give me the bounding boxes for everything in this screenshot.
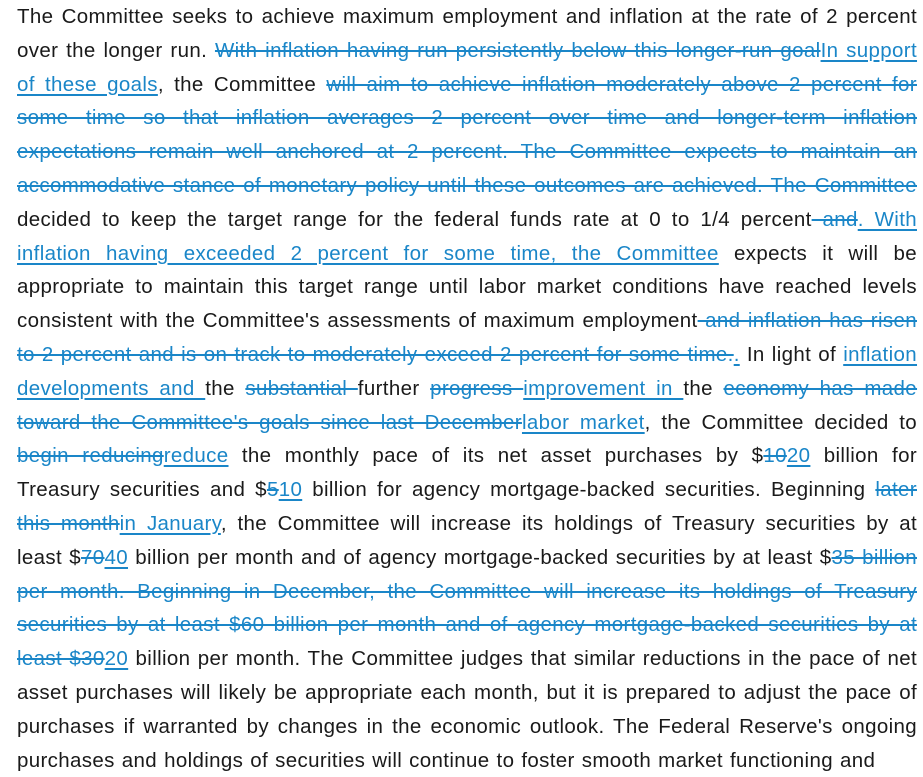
body-text: further xyxy=(357,376,431,400)
deleted-text: economy has made toward the Committee's goals since last December xyxy=(17,376,918,434)
deleted-text: and inflation has risen to 2 percent and is on track to moderately exceed 2 percent for some time. xyxy=(17,309,917,366)
body-text: billion per month. The Committee judges that similar reductions in the pace of net asset purchases will likely be appropriate each month, but it is prepared to adjust the pace of purchases if warranted by changes in the economic outlook. The Federal Reserve's ongoing purchases and holdings of securities will continue to foster smooth market functioning and xyxy=(17,647,917,772)
inserted-text: 20 xyxy=(786,444,811,468)
inserted-text: 40 xyxy=(104,545,129,569)
deleted-text: 70 xyxy=(80,545,105,569)
deleted-text: later this month xyxy=(17,478,917,535)
body-text: , the Committee xyxy=(157,72,327,96)
body-text: the monthly pace of its net asset purchases by $ xyxy=(228,444,764,468)
body-text: the xyxy=(205,376,246,400)
inserted-text: in January xyxy=(119,511,221,535)
deleted-text: begin reducing xyxy=(17,444,164,468)
body-text: decided to keep the target range for the federal funds rate at 0 to 1/4 percent xyxy=(17,207,812,231)
deleted-text: 35 billion per month. Beginning in December, the Committee will increase its holdings of Treasury securities by at least $60 billion per month and of agency mortgage-backed securities by at least $30 xyxy=(17,545,917,671)
body-text: In light of xyxy=(739,342,844,366)
deleted-text: With inflation having run persistently below this longer-run goal xyxy=(214,38,821,62)
body-text: , the Committee will increase its holdings of Treasury securities by at least $ xyxy=(17,511,918,569)
inserted-text: . With inflation having exceeded 2 percent for some time, the Committee xyxy=(17,207,917,265)
inserted-text: improvement in xyxy=(523,376,684,400)
deleted-text: 5 xyxy=(266,478,279,502)
body-text: billion for agency mortgage-backed securities. Beginning xyxy=(302,478,876,502)
deleted-text: substantial xyxy=(245,376,358,400)
body-text: The Committee seeks to achieve maximum employment and inflation at the rate of 2 percent over the longer run. xyxy=(17,5,917,62)
body-text: billion per month and of agency mortgage-backed securities by at least $ xyxy=(128,545,832,569)
inserted-text: labor market xyxy=(521,410,645,434)
inserted-text: . xyxy=(733,342,740,366)
body-text: the xyxy=(683,376,724,400)
body-text: expects it will be appropriate to maintain this target range until labor market conditions have reached levels consistent with the Committee's assessments of maximum employment xyxy=(17,241,917,333)
inserted-text: reduce xyxy=(163,444,229,468)
deleted-text: 10 xyxy=(763,444,787,468)
deleted-text: will aim to achieve inflation moderately above 2 percent for some time so that inflation averages 2 percent over time and longer-term inflation expectations remain well anchored at 2 percent. The Committee expects to maintain an accommodative stance of monetary policy until these outcomes are achieved. The Committee xyxy=(17,72,917,197)
inserted-text: 10 xyxy=(278,478,303,502)
body-text: billion for Treasury securities and $ xyxy=(17,444,917,502)
document-paragraph xyxy=(17,0,917,777)
body-text: , the Committee decided to xyxy=(644,410,917,434)
inserted-text: inflation developments and xyxy=(17,342,918,400)
inserted-text: 20 xyxy=(104,647,129,671)
deleted-text: progress xyxy=(430,376,524,400)
inserted-text: In support of these goals xyxy=(17,38,918,96)
deleted-text: and xyxy=(811,207,858,231)
